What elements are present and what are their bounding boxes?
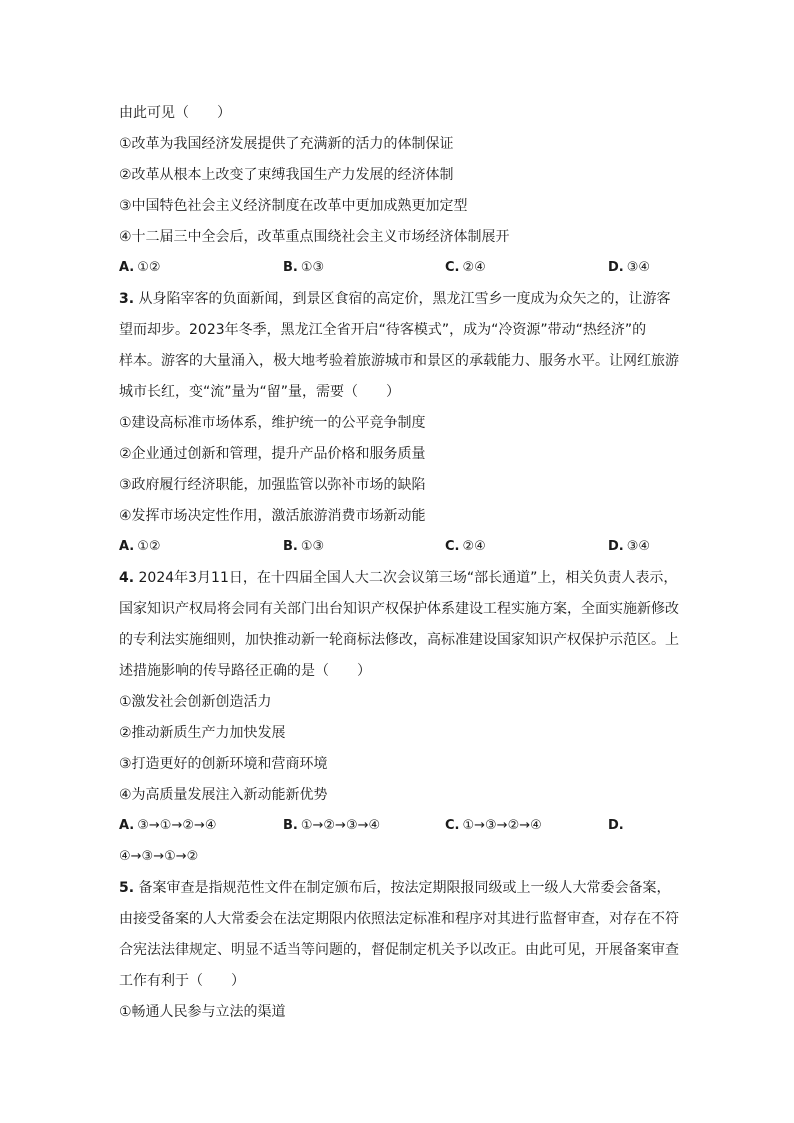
option-text: ①③ <box>300 539 325 554</box>
option-label: C. <box>445 539 460 554</box>
q5-stem-text: 备案审查是指规范性文件在制定颁布后，按法定期限报同级或上一级人大常委会备案， <box>138 880 671 896</box>
q3-stem-line-1 <box>119 289 671 309</box>
q2-item-4: ④十二届三中全会后，改革重点围绕社会主义市场经济体制展开 <box>119 229 510 245</box>
option-label: D. <box>608 539 624 554</box>
option-text: ③④ <box>626 539 651 554</box>
q4-item-1: ①激发社会创新创造活力 <box>119 694 272 710</box>
q4-option-d-label[interactable] <box>608 816 627 836</box>
q4-item-2: ②推动新质生产力加快发展 <box>119 725 286 741</box>
option-text: ③④ <box>626 260 651 275</box>
option-text: ①③ <box>300 260 325 275</box>
q5-stem-line-3: 合宪法法律规定、明显不适当等问题的，督促制定机关予以改正。由此可见，开展备案审查 <box>119 942 679 958</box>
q3-option-c[interactable] <box>445 537 486 557</box>
q4-option-c[interactable] <box>445 816 542 836</box>
option-label: A. <box>119 818 135 833</box>
option-label: B. <box>283 260 298 275</box>
question-number: 3. <box>119 291 135 307</box>
q3-option-b[interactable] <box>283 537 324 557</box>
question-number: 5. <box>119 880 135 896</box>
option-text: ②④ <box>462 260 486 275</box>
q4-option-a[interactable] <box>119 816 217 836</box>
option-label: D. <box>608 260 624 275</box>
option-label: C. <box>445 818 460 833</box>
option-text: ①② <box>137 539 161 554</box>
option-label: B. <box>283 818 298 833</box>
option-label: D. <box>608 818 624 833</box>
q2-item-1: ①改革为我国经济发展提供了充满新的活力的体制保证 <box>119 136 454 152</box>
q3-item-3: ③政府履行经济职能，加强监管以弥补市场的缺陷 <box>119 477 426 493</box>
option-label: A. <box>119 539 135 554</box>
q4-stem-line-2: 国家知识产权局将会同有关部门出台知识产权保护体系建设工程实施方案，全面实施新修改 <box>119 601 679 617</box>
q4-stem-line-3: 的专利法实施细则，加快推动新一轮商标法修改，高标准建设国家知识产权保护示范区。上 <box>119 632 679 648</box>
q2-option-b[interactable] <box>283 258 324 278</box>
q4-option-d-text[interactable]: ④→③→①→② <box>119 849 199 864</box>
q3-item-1: ①建设高标准市场体系，维护统一的公平竞争制度 <box>119 415 426 431</box>
q2-item-3: ③中国特色社会主义经济制度在改革中更加成熟更加定型 <box>119 198 468 214</box>
q5-stem-line-1 <box>119 878 671 898</box>
q3-item-4: ④发挥市场决定性作用，激活旅游消费市场新动能 <box>119 508 426 524</box>
q3-stem-text: 从身陷宰客的负面新闻，到景区食宿的高定价，黑龙江雪乡一度成为众矢之的，让游客 <box>138 291 671 307</box>
option-text: ②④ <box>462 539 486 554</box>
option-text: ③→①→②→④ <box>137 818 217 833</box>
q4-stem-text: 2024年3月11日，在十四届全国人大二次会议第三场“部长通道”上，相关负责人表示， <box>138 570 678 586</box>
q4-option-b[interactable] <box>283 816 380 836</box>
q4-stem-line-4: 述措施影响的传导路径正确的是（ ） <box>119 663 371 679</box>
q3-stem-line-3: 样本。游客的大量涌入，极大地考验着旅游城市和景区的承载能力、服务水平。让网红旅游 <box>119 353 679 369</box>
q3-option-d[interactable] <box>608 537 650 557</box>
option-label: A. <box>119 260 135 275</box>
q3-stem-line-4: 城市长红，变“流”量为“留”量，需要（ ） <box>119 384 401 400</box>
q2-item-2: ②改革从根本上改变了束缚我国生产力发展的经济体制 <box>119 167 454 183</box>
q5-item-1: ①畅通人民参与立法的渠道 <box>119 1004 286 1020</box>
q4-stem-line-1 <box>119 568 677 588</box>
q2-option-d[interactable] <box>608 258 650 278</box>
option-text: ①② <box>137 260 161 275</box>
q3-stem-line-2: 望而却步。2023年冬季，黑龙江全省开启“待客模式”，成为“冷资源”带动“热经济”的 <box>119 322 647 338</box>
option-text: ①→②→③→④ <box>300 818 381 833</box>
q4-item-3: ③打造更好的创新环境和营商环境 <box>119 756 328 772</box>
q3-item-2: ②企业通过创新和管理，提升产品价格和服务质量 <box>119 446 426 462</box>
q4-item-4: ④为高质量发展注入新动能新优势 <box>119 787 328 803</box>
question-number: 4. <box>119 570 135 586</box>
q2-stem: 由此可见（ ） <box>119 105 231 121</box>
q3-option-a[interactable] <box>119 537 161 557</box>
option-text: ①→③→②→④ <box>462 818 542 833</box>
option-label: C. <box>445 260 460 275</box>
q5-stem-line-2: 由接受备案的人大常委会在法定期限内依照法定标准和程序对其进行监督审查，对存在不符 <box>119 911 679 927</box>
q2-option-c[interactable] <box>445 258 486 278</box>
option-label: B. <box>283 539 298 554</box>
q5-stem-line-4: 工作有利于（ ） <box>119 973 245 989</box>
q2-option-a[interactable] <box>119 258 161 278</box>
